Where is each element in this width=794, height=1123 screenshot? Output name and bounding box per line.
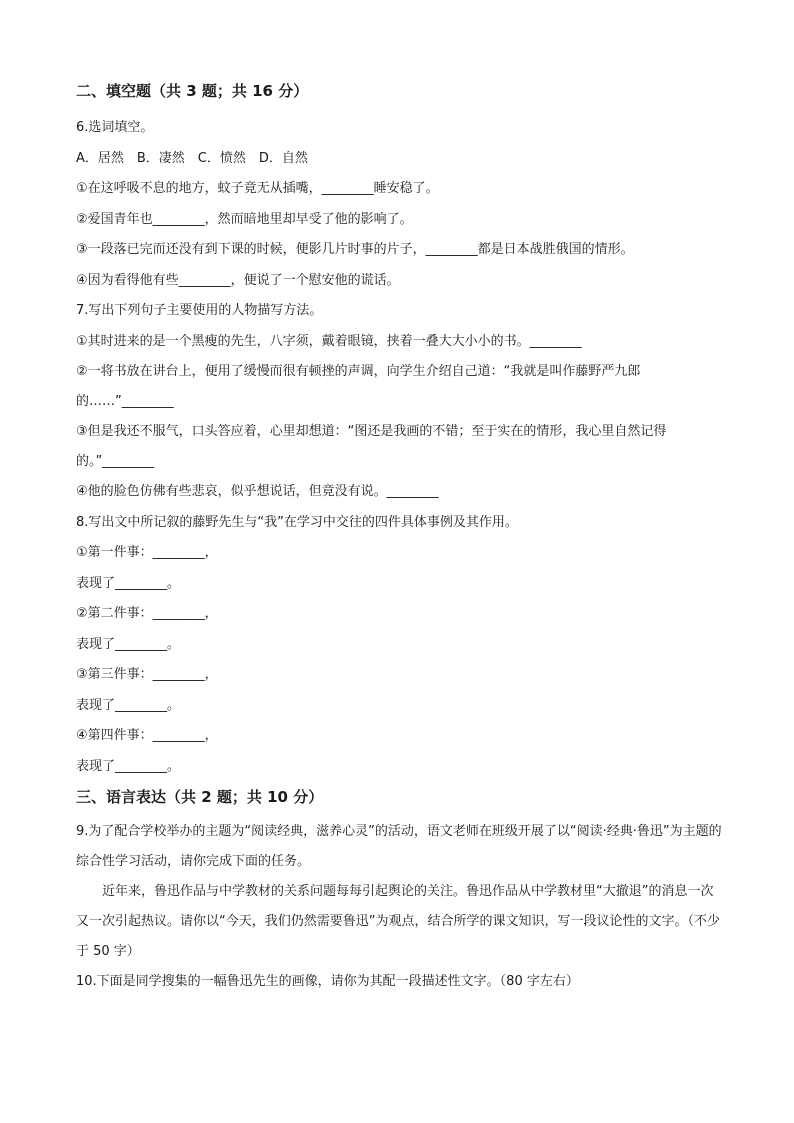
question-8-event-3: ③第三件事：________， xyxy=(76,667,218,682)
question-8-effect-3: 表现了________。 xyxy=(76,697,181,713)
question-6-item-4: ④因为看得他有些________，便说了一个慰安他的谎话。 xyxy=(76,272,400,288)
question-8-event-1: ①第一件事：________， xyxy=(76,545,218,560)
question-7-title: 7.写出下列句子主要使用的人物描写方法。 xyxy=(76,303,323,318)
exam-page xyxy=(76,78,726,998)
question-8-effect-1: 表现了________。 xyxy=(76,575,181,591)
question-6-options: A．居然 B．凄然 C．愤然 D．自然 xyxy=(76,150,308,166)
question-9-body: 近年来，鲁迅作品与中学教材的关系问题每每引起舆论的关注。鲁迅作品从中学教材里“大撤退”的消息一次又一次引起热议。请你以“今天，我们仍然需要鲁迅”为观点，结合所学的课文知识，写一段议论性的文字。（不少于 50 字） xyxy=(76,884,720,959)
question-6-item-3: ③一段落已完而还没有到下课的时候，便影几片时事的片子，________都是日本战胜俄国的情形。 xyxy=(76,242,634,257)
question-8-effect-4: 表现了________。 xyxy=(76,758,181,774)
section-heading-fill-blank: 二、填空题（共 3 题；共 16 分） xyxy=(76,82,309,100)
question-7-item-4: ④他的脸色仿佛有些悲哀，似乎想说话，但竟没有说。________ xyxy=(76,484,439,499)
question-6-item-2: ②爱国青年也________，然而暗地里却早受了他的影响了。 xyxy=(76,211,413,227)
question-8-event-2: ②第二件事：________， xyxy=(76,606,218,621)
question-8-effect-2: 表现了________。 xyxy=(76,636,181,652)
question-8-event-4: ④第四件事：________， xyxy=(76,728,218,743)
question-9-title: 9.为了配合学校举办的主题为“阅读经典，滋养心灵”的活动，语文老师在班级开展了以“阅读·经典·鲁迅”为主题的综合性学习活动，请你完成下面的任务。 xyxy=(76,824,722,869)
question-7-item-2: ②一将书放在讲台上，便用了缓慢而很有顿挫的声调，向学生介绍自己道：“我就是叫作藤野严九郎的……”________ xyxy=(76,364,641,409)
section-heading-language-expression: 三、语言表达（共 2 题；共 10 分） xyxy=(76,788,324,806)
question-7-item-1: ①其时进来的是一个黑瘦的先生，八字须，戴着眼镜，挟着一叠大大小小的书。________ xyxy=(76,333,582,349)
question-6-item-1: ①在这呼吸不息的地方，蚊子竟无从插嘴，________睡安稳了。 xyxy=(76,181,439,196)
question-8-title: 8.写出文中所记叙的藤野先生与“我”在学习中交往的四件具体事例及其作用。 xyxy=(76,514,518,530)
question-7-item-3: ③但是我还不服气，口头答应着，心里却想道：“图还是我画的不错；至于实在的情形，我心里自然记得的。”________ xyxy=(76,424,667,469)
question-10-title: 10.下面是同学搜集的一幅鲁迅先生的画像，请你为其配一段描述性文字。（80 字左右） xyxy=(76,974,579,989)
question-6-title: 6.选词填空。 xyxy=(76,120,154,135)
